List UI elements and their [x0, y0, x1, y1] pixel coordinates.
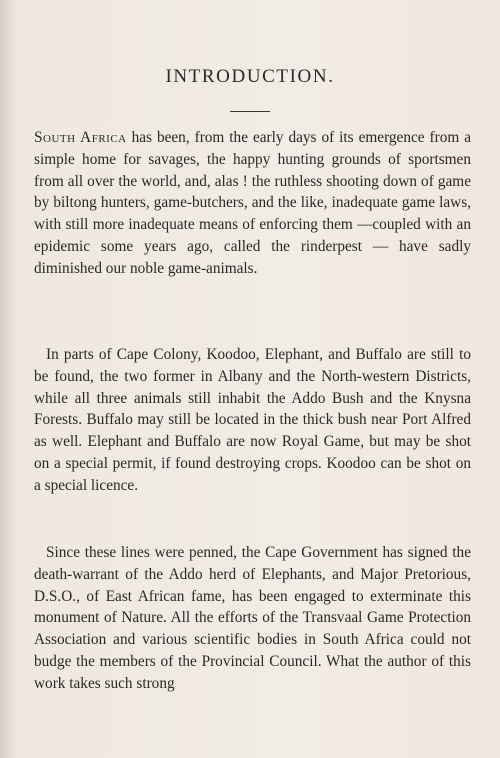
paragraph-2: In parts of Cape Colony, Koodoo, Elephant, and Buffalo are still to be found, the two former in Albany and the North-western Districts, while all three animals still inhabit the Addo Bush and the Knysna Forests. Buffalo may still be located in the thick bush near Port Alfred as well. Elephant and Buffalo are now Royal Game, but may be shot on a special permit, if found destroying crops. Koodoo can be shot on a special licence. [34, 346, 471, 494]
title-rule [230, 111, 270, 112]
paragraph-1-text: has been, from the early days of its emergence from a simple home for savages, the happy hunting grounds of sportsmen from all over the world, and, alas ! the ruthless shooting down of game by biltong hunters, game-butchers, and the like, inadequate game laws, with still more inadequate means of enforcing them —coupled with an epidemic some years ago, called the rinderpest — have sadly diminished our noble game-animals. [34, 129, 471, 277]
paragraph-3: Since these lines were penned, the Cape Government has signed the death-warrant of the Addo herd of Elephants, and Major Pretorious, D.S.O., of East African fame, has been engaged to exterminate this monument of Nature. All the efforts of the Transvaal Game Protection Association and various scientific bodies in South Africa could not budge the members of the Provincial Council. What the author of this work takes such strong [34, 544, 471, 692]
page-title: INTRODUCTION. [165, 66, 335, 87]
paragraph-1-lead: South Africa [34, 129, 127, 146]
paragraph-1 [34, 127, 471, 280]
page-edge-shadow [0, 0, 14, 758]
